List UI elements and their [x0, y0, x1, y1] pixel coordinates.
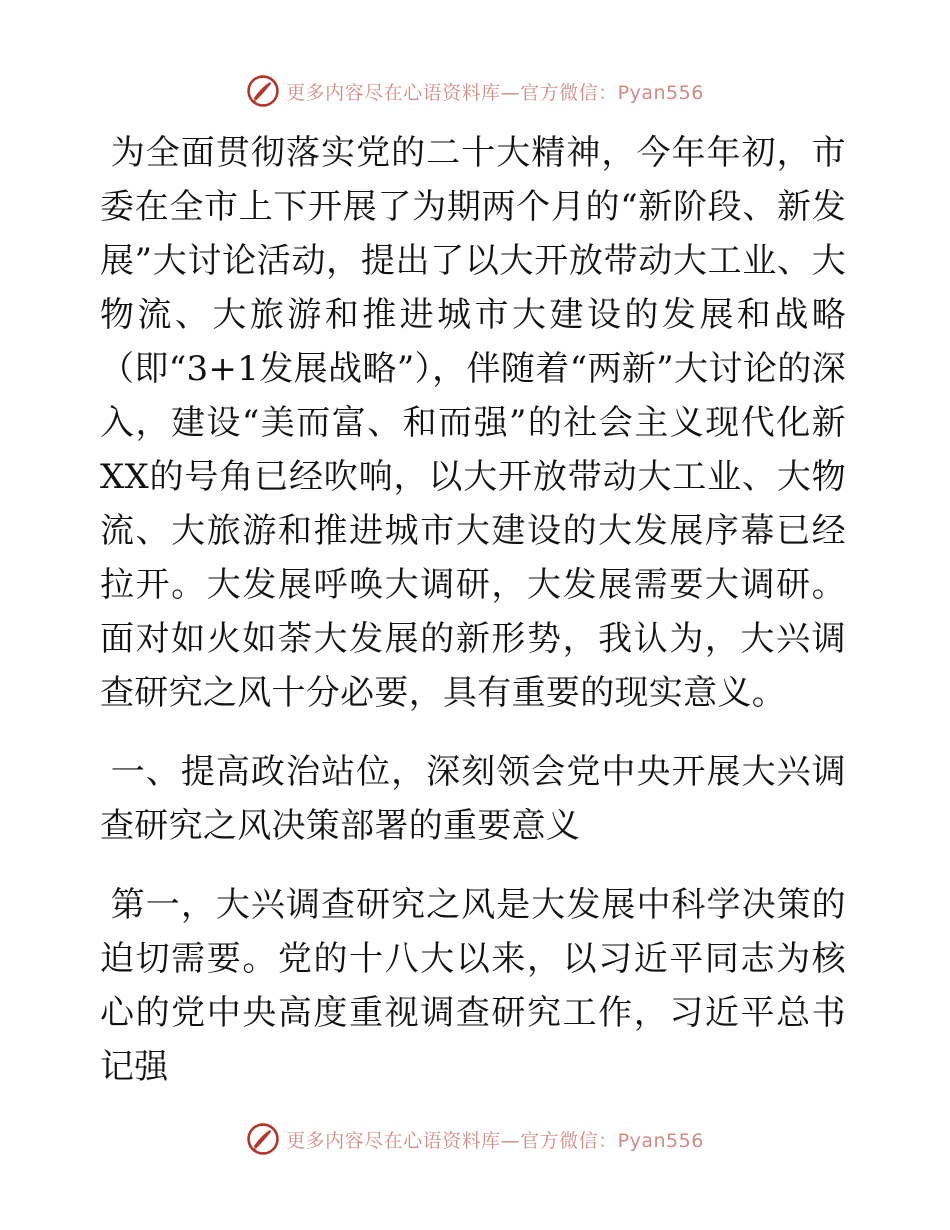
section-heading	[100, 745, 846, 853]
section-heading-text: 一、提高政治站位，深刻领会党中央开展大兴调查研究之风决策部署的重要意义	[100, 752, 846, 846]
pen-logo-icon	[246, 1122, 280, 1156]
watermark-text: 更多内容尽在心语资料库—官方微信：Pyan556	[286, 81, 704, 104]
watermark-footer	[0, 1119, 950, 1159]
watermark-text: 更多内容尽在心语资料库—官方微信：Pyan556	[286, 1129, 704, 1152]
paragraph-intro-text: 为全面贯彻落实党的二十大精神，今年年初，市委在全市上下开展了为期两个月的“新阶段、新发展”大讨论活动，提出了以大开放带动大工业、大物流、大旅游和推进城市大建设的发展和战略（即“3+1发展战略”），伴随着“两新”大讨论的深入，建设“美而富、和而强”的社会主义现代化新XX的号角已经吹响，以大开放带动大工业、大物流、大旅游和推进城市大建设的大发展序幕已经拉开。大发展呼唤大调研，大发展需要大调研。面对如火如荼大发展的新形势，我认为，大兴调查研究之风十分必要，具有重要的现实意义。	[100, 133, 846, 713]
document-body	[100, 126, 846, 1094]
watermark-header	[0, 71, 950, 111]
pen-logo-icon	[246, 74, 280, 108]
paragraph-point-1	[100, 878, 846, 1094]
paragraph-point-1-text: 第一，大兴调查研究之风是大发展中科学决策的迫切需要。党的十八大以来，以习近平同志为核心的党中央高度重视调查研究工作，习近平总书记强	[100, 885, 846, 1087]
paragraph-intro	[100, 126, 846, 720]
